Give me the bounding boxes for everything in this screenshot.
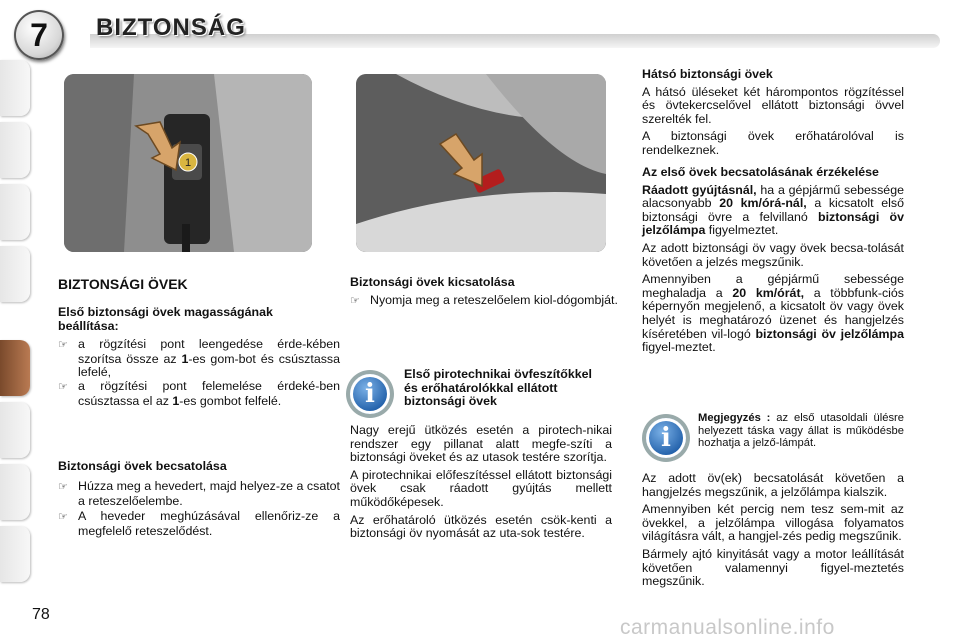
watermark: carmanualsonline.info: [620, 616, 835, 639]
bullet-check-lock: ☞ A heveder meghúzásával ellenőriz-ze a megfelelő reteszelődést.: [58, 509, 340, 538]
photo-label-1: 1: [184, 157, 192, 169]
info-icon: i: [646, 418, 686, 458]
page-header: [60, 12, 950, 52]
bullet-lower-anchor: ☞ a rögzítési pont leengedése érde-kében szorítsa össze az 1-es gom-bot és csúsztassa lefelé,: [58, 337, 340, 380]
chapter-tab[interactable]: [0, 184, 30, 240]
paragraph: A pirotechnikai előfeszítéssel ellátott biztonsági övek csak ráadott gyújtás mellett működőképesek.: [350, 467, 612, 509]
info-icon: i: [350, 374, 390, 414]
pointing-hand-icon: ☞: [350, 295, 360, 307]
paragraph: Az erőhatároló ütközés esetén csök-kenti a biztonsági öv nyomását az uta-sok testére.: [350, 512, 612, 541]
section-title: BIZTONSÁGI ÖVEK: [58, 276, 188, 292]
page-title: BIZTONSÁG: [96, 14, 246, 41]
pyrotechnic-title: Első pirotechnikai övfeszítőkkel és erőhatárolókkal ellátott biztonsági övek: [404, 367, 592, 409]
photo-belt-buckle-illustration: [356, 74, 606, 252]
unfasten-title: Biztonsági övek kicsatolása: [350, 275, 515, 289]
chapter-number-badge: 7: [14, 10, 64, 60]
page-number: 78: [32, 606, 50, 623]
chapter-tab[interactable]: [0, 246, 30, 302]
paragraph: Amennyiben két percig nem tesz sem-mit az övekkel, a jelzőlámpa villogása folyamatos világításra vált, a hangjel-zés pedig megszűnik.: [642, 502, 904, 544]
chapter-tab[interactable]: [0, 526, 30, 582]
paragraph: Ráadott gyújtásnál, ha a gépjármű sebessége alacsonyabb 20 km/órá-nál, a kicsatolt első biztonsági övre a felvillanó biztonsági öv jelzőlámpa figyelmeztet.: [642, 182, 904, 238]
paragraph: Az adott öv(ek) becsatolását követően a hangjelzés megszűnik, a jelzőlámpa kialszik.: [642, 471, 904, 499]
photo-belt-buckle: [356, 74, 606, 252]
note: Megjegyzés : az első utasoldali ülésre helyezett táska vagy állat is működésbe hozhatja a jelző-lámpát.: [698, 412, 904, 450]
detection-text: [642, 166, 904, 359]
rear-belts-text: [642, 68, 904, 162]
pyrotechnic-text: [350, 424, 612, 545]
chapter-tab[interactable]: [0, 402, 30, 458]
chapter-tab[interactable]: [0, 122, 30, 178]
chapter-tabs: [0, 60, 36, 580]
bullet-unfasten: ☞ Nyomja meg a reteszelőelem kiol-dógombját.: [350, 293, 618, 307]
bullet-fasten: ☞ Húzza meg a hevedert, majd helyez-ze a csatot a reteszelőelembe.: [58, 479, 340, 508]
chapter-tab-active[interactable]: [0, 340, 30, 396]
photo-belt-height-adjuster: [64, 74, 312, 252]
paragraph: Bármely ajtó kinyitását vagy a motor leállítását követően valamennyi figyel-meztetés megszűnik.: [642, 546, 904, 589]
status-text: [642, 472, 904, 593]
chapter-tab[interactable]: [0, 464, 30, 520]
bullet-raise-anchor: ☞ a rögzítési pont felemelése érdeké-ben csúsztassa el az 1-es gombot felfelé.: [58, 379, 340, 408]
photo-belt-height-illustration: [64, 74, 312, 252]
paragraph: Az adott biztonsági öv vagy övek becsa-tolását követően a jelzés megszűnik.: [642, 240, 904, 269]
paragraph: A biztonsági övek erőhatárolóval is rendelkeznek.: [642, 129, 904, 157]
pointing-hand-icon: ☞: [58, 381, 68, 393]
paragraph: A hátsó üléseket két hárompontos rögzítéssel és övtekercselővel ellátott biztonsági övvel szerelték fel.: [642, 84, 904, 126]
pointing-hand-icon: ☞: [58, 339, 68, 351]
rear-belts-title: Hátsó biztonsági övek: [642, 67, 773, 81]
height-adjust-title: Első biztonsági övek magasságának beállítása:: [58, 305, 273, 333]
chapter-tab[interactable]: [0, 60, 30, 116]
paragraph: Amennyiben a gépjármű sebessége meghaladja a 20 km/órát, a többfunk-ciós képernyőn megjelenő, a kicsatolt öv vagy övek helyét is meghatározó üzenet és hangjelzés kíséretében vil-logó biztonsági öv jelzőlámpa figyel-meztet.: [642, 272, 904, 355]
detection-title: Az első övek becsatolásának érzékelése: [642, 165, 879, 179]
pointing-hand-icon: ☞: [58, 481, 68, 493]
fasten-title: Biztonsági övek becsatolása: [58, 459, 227, 473]
paragraph: Nagy erejű ütközés esetén a pirotech-nikai rendszer egy pillanat alatt megfe-szíti a biztonsági öveket és az utasok testére szorítja.: [350, 423, 612, 465]
pointing-hand-icon: ☞: [58, 511, 68, 523]
